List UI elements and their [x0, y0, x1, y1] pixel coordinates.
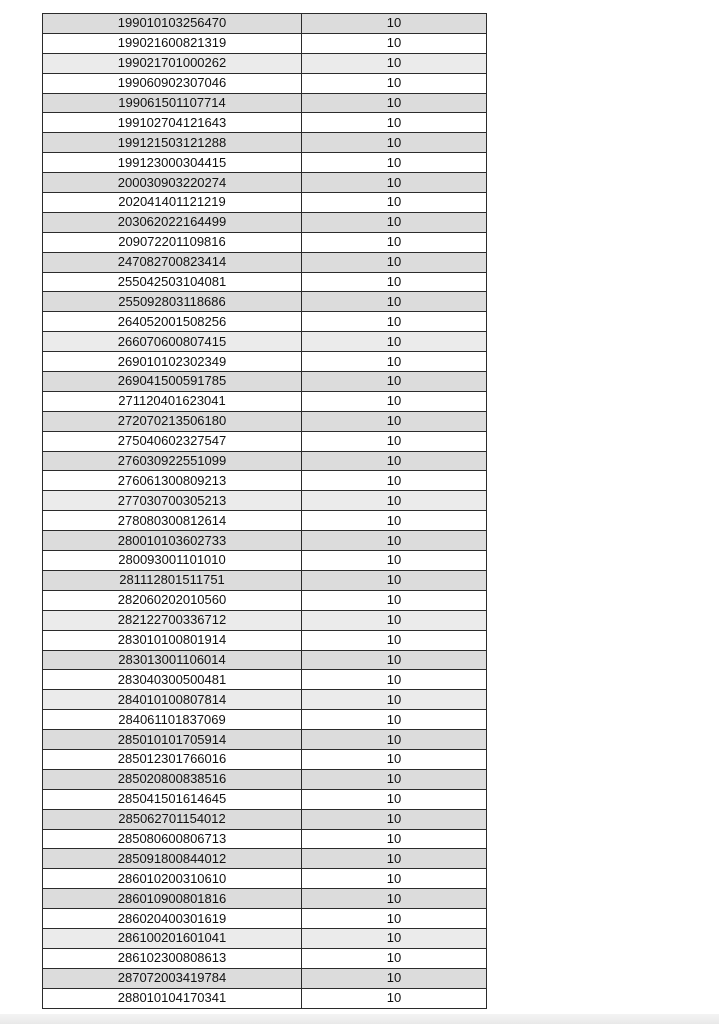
id-cell: 202041401121219: [43, 193, 302, 213]
id-cell: 285091800844012: [43, 849, 302, 869]
table-row: [43, 491, 487, 511]
page-bottom-edge: [0, 1014, 719, 1024]
table-row: [43, 630, 487, 650]
id-cell: 284010100807814: [43, 690, 302, 710]
id-cell: 247082700823414: [43, 252, 302, 272]
table-row: [43, 133, 487, 153]
id-cell: 284061101837069: [43, 710, 302, 730]
value-cell: 10: [302, 133, 487, 153]
id-cell: 276061300809213: [43, 471, 302, 491]
table-row: [43, 551, 487, 571]
table-row: [43, 33, 487, 53]
table-row: [43, 352, 487, 372]
value-cell: 10: [302, 988, 487, 1008]
table-row: [43, 710, 487, 730]
id-cell: 285020800838516: [43, 769, 302, 789]
id-cell: 286100201601041: [43, 928, 302, 948]
table-row: [43, 909, 487, 929]
table-row: [43, 690, 487, 710]
id-cell: 199060902307046: [43, 73, 302, 93]
value-cell: 10: [302, 749, 487, 769]
data-table-container: [42, 13, 484, 1009]
value-cell: 10: [302, 829, 487, 849]
id-cell: 199121503121288: [43, 133, 302, 153]
id-cell: 269041500591785: [43, 372, 302, 392]
table-row: [43, 570, 487, 590]
id-cell: 283040300500481: [43, 670, 302, 690]
id-cell: 255092803118686: [43, 292, 302, 312]
value-cell: 10: [302, 193, 487, 213]
value-cell: 10: [302, 33, 487, 53]
value-cell: 10: [302, 849, 487, 869]
value-cell: 10: [302, 431, 487, 451]
id-cell: 280010103602733: [43, 531, 302, 551]
id-cell: 285062701154012: [43, 809, 302, 829]
value-cell: 10: [302, 411, 487, 431]
id-cell: 285080600806713: [43, 829, 302, 849]
table-row: [43, 431, 487, 451]
id-cell: 275040602327547: [43, 431, 302, 451]
table-row: [43, 14, 487, 34]
value-cell: 10: [302, 809, 487, 829]
id-cell: 285041501614645: [43, 789, 302, 809]
table-row: [43, 471, 487, 491]
table-row: [43, 590, 487, 610]
id-cell: 278080300812614: [43, 511, 302, 531]
value-cell: 10: [302, 570, 487, 590]
value-cell: 10: [302, 948, 487, 968]
table-row: [43, 809, 487, 829]
value-cell: 10: [302, 53, 487, 73]
value-cell: 10: [302, 909, 487, 929]
id-cell: 266070600807415: [43, 332, 302, 352]
table-row: [43, 153, 487, 173]
id-cell: 287072003419784: [43, 968, 302, 988]
id-cell: 199021600821319: [43, 33, 302, 53]
id-cell: 281112801511751: [43, 570, 302, 590]
value-cell: 10: [302, 113, 487, 133]
table-row: [43, 948, 487, 968]
table-row: [43, 332, 487, 352]
table-row: [43, 272, 487, 292]
table-row: [43, 650, 487, 670]
data-table: [42, 13, 487, 1009]
id-cell: 264052001508256: [43, 312, 302, 332]
table-row: [43, 73, 487, 93]
id-cell: 283013001106014: [43, 650, 302, 670]
value-cell: 10: [302, 212, 487, 232]
id-cell: 199061501107714: [43, 93, 302, 113]
table-row: [43, 113, 487, 133]
value-cell: 10: [302, 730, 487, 750]
value-cell: 10: [302, 312, 487, 332]
table-row: [43, 292, 487, 312]
table-row: [43, 610, 487, 630]
value-cell: 10: [302, 14, 487, 34]
table-row: [43, 212, 487, 232]
table-row: [43, 511, 487, 531]
value-cell: 10: [302, 590, 487, 610]
value-cell: 10: [302, 769, 487, 789]
id-cell: 285010101705914: [43, 730, 302, 750]
table-row: [43, 869, 487, 889]
table-row: [43, 312, 487, 332]
id-cell: 283010100801914: [43, 630, 302, 650]
value-cell: 10: [302, 352, 487, 372]
id-cell: 269010102302349: [43, 352, 302, 372]
id-cell: 199102704121643: [43, 113, 302, 133]
table-row: [43, 829, 487, 849]
table-row: [43, 372, 487, 392]
value-cell: 10: [302, 73, 487, 93]
value-cell: 10: [302, 511, 487, 531]
value-cell: 10: [302, 610, 487, 630]
table-row: [43, 730, 487, 750]
id-cell: 203062022164499: [43, 212, 302, 232]
value-cell: 10: [302, 630, 487, 650]
id-cell: 282060202010560: [43, 590, 302, 610]
table-body: [43, 14, 487, 1009]
value-cell: 10: [302, 451, 487, 471]
value-cell: 10: [302, 272, 487, 292]
id-cell: 286010900801816: [43, 889, 302, 909]
id-cell: 209072201109816: [43, 232, 302, 252]
value-cell: 10: [302, 690, 487, 710]
table-row: [43, 749, 487, 769]
value-cell: 10: [302, 710, 487, 730]
value-cell: 10: [302, 292, 487, 312]
table-row: [43, 252, 487, 272]
value-cell: 10: [302, 928, 487, 948]
table-row: [43, 889, 487, 909]
value-cell: 10: [302, 650, 487, 670]
value-cell: 10: [302, 869, 487, 889]
id-cell: 282122700336712: [43, 610, 302, 630]
table-row: [43, 53, 487, 73]
table-row: [43, 988, 487, 1008]
value-cell: 10: [302, 391, 487, 411]
id-cell: 286020400301619: [43, 909, 302, 929]
table-row: [43, 232, 487, 252]
id-cell: 271120401623041: [43, 391, 302, 411]
id-cell: 280093001101010: [43, 551, 302, 571]
id-cell: 288010104170341: [43, 988, 302, 1008]
table-row: [43, 670, 487, 690]
table-row: [43, 193, 487, 213]
table-row: [43, 928, 487, 948]
table-row: [43, 173, 487, 193]
table-row: [43, 391, 487, 411]
table-row: [43, 968, 487, 988]
value-cell: 10: [302, 252, 487, 272]
value-cell: 10: [302, 372, 487, 392]
value-cell: 10: [302, 232, 487, 252]
value-cell: 10: [302, 491, 487, 511]
table-row: [43, 93, 487, 113]
value-cell: 10: [302, 93, 487, 113]
value-cell: 10: [302, 968, 487, 988]
id-cell: 199010103256470: [43, 14, 302, 34]
id-cell: 199021701000262: [43, 53, 302, 73]
table-row: [43, 531, 487, 551]
id-cell: 286010200310610: [43, 869, 302, 889]
id-cell: 200030903220274: [43, 173, 302, 193]
value-cell: 10: [302, 551, 487, 571]
value-cell: 10: [302, 789, 487, 809]
value-cell: 10: [302, 670, 487, 690]
table-row: [43, 769, 487, 789]
value-cell: 10: [302, 332, 487, 352]
id-cell: 277030700305213: [43, 491, 302, 511]
value-cell: 10: [302, 153, 487, 173]
table-row: [43, 849, 487, 869]
value-cell: 10: [302, 531, 487, 551]
id-cell: 255042503104081: [43, 272, 302, 292]
value-cell: 10: [302, 471, 487, 491]
table-row: [43, 451, 487, 471]
id-cell: 199123000304415: [43, 153, 302, 173]
id-cell: 285012301766016: [43, 749, 302, 769]
value-cell: 10: [302, 889, 487, 909]
table-row: [43, 411, 487, 431]
table-row: [43, 789, 487, 809]
id-cell: 276030922551099: [43, 451, 302, 471]
id-cell: 286102300808613: [43, 948, 302, 968]
id-cell: 272070213506180: [43, 411, 302, 431]
value-cell: 10: [302, 173, 487, 193]
